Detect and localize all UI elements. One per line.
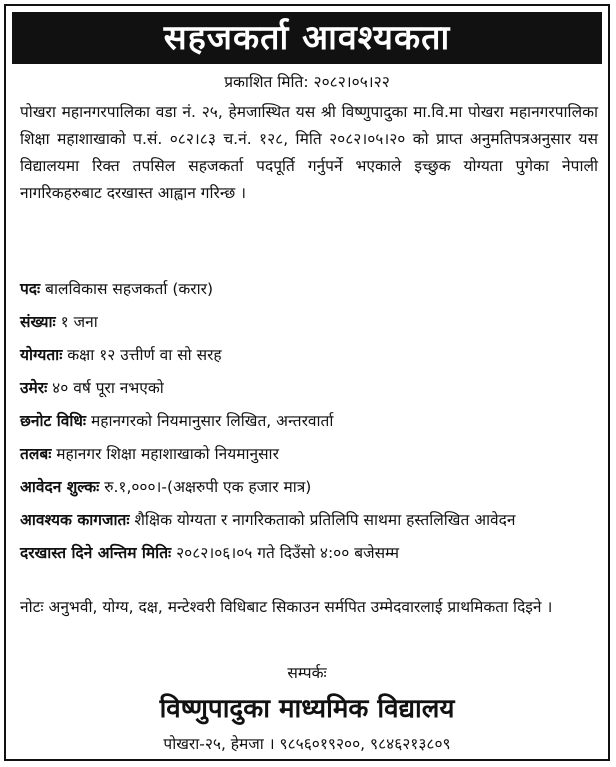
field-salary xyxy=(20,441,598,468)
field-documents xyxy=(20,507,598,534)
contact-label: सम्पर्कः xyxy=(287,664,327,682)
field-value: ४० वर्ष पूरा नभएको xyxy=(47,379,164,397)
contact-address: पोखरा-२५, हेमजा । ९८५६०१९२००, ९८४६२१३८०९ xyxy=(163,735,451,753)
field-value: १ जना xyxy=(55,313,98,331)
vacancy-details xyxy=(20,276,598,573)
field-value: २०८२।०६।०५ गते दिउँसो ४:०० बजेसम्म xyxy=(171,544,399,562)
intro-paragraph: पोखरा महानगरपालिका वडा नं. २५, हेमजास्थित यस श्री विष्णुपादुका मा.वि.मा पोखरा महानगरपालिका शिक्षा महाशाखाको प.सं. ०८२।८३ च.नं. १२८, मिति २०८२।०५।२० को प्राप्त अनुमतिपत्रअनुसार यस विद्यालयमा रिक्त तपसिल सहजकर्ता पदपूर्ति गर्नुपर्ने भएकाले इच्छुक योग्यता पुगेका नेपाली नागरिकहरुबाट दरखास्त आह्वान गरिन्छ । xyxy=(20,103,598,202)
field-value: शैक्षिक योग्यता र नागरिकताको प्रतिलिपि साथमा हस्तलिखित आवेदन xyxy=(129,511,516,529)
field-qualification xyxy=(20,342,598,369)
field-selection xyxy=(20,408,598,435)
field-label: आवेदन शुल्कः xyxy=(20,478,100,496)
field-label: तलबः xyxy=(20,445,52,463)
field-label: छनोट विधिः xyxy=(20,412,87,430)
field-deadline xyxy=(20,540,598,567)
field-label: संख्याः xyxy=(20,313,56,331)
field-fee xyxy=(20,474,598,501)
vacancy-notice xyxy=(4,4,610,761)
field-label: पदः xyxy=(20,280,41,298)
field-count xyxy=(20,309,598,336)
field-label: आवश्यक कागजातः xyxy=(20,511,130,529)
notice-title: सहजकर्ता आवश्यकता xyxy=(12,12,602,64)
field-age xyxy=(20,375,598,402)
field-label: योग्यताः xyxy=(20,346,63,364)
field-label: उमेरः xyxy=(20,379,48,397)
field-label: दरखास्त दिने अन्तिम मितिः xyxy=(20,544,172,562)
field-value: महानगरको नियमानुसार लिखित, अन्तरवार्ता xyxy=(86,412,334,430)
field-value: बालविकास सहजकर्ता (करार) xyxy=(40,280,214,298)
field-value: महानगर शिक्षा महाशाखाको नियमानुसार xyxy=(51,445,279,463)
note-text: नोटः अनुभवी, योग्य, दक्ष, मन्टेश्वरी विधिबाट सिकाउन सर्मपित उम्मेदवारलाई प्राथमिकता दिइने । xyxy=(20,598,553,616)
field-value: रु.१,०००।-(अक्षरुपी एक हजार मात्र) xyxy=(99,478,312,496)
field-post xyxy=(20,276,598,303)
field-value: कक्षा १२ उत्तीर्ण वा सो सरह xyxy=(62,346,222,364)
school-name: विष्णुपादुका माध्यमिक विद्यालय xyxy=(159,694,455,724)
published-date: प्रकाशित मिति: २०८२।०५।२२ xyxy=(224,73,390,91)
